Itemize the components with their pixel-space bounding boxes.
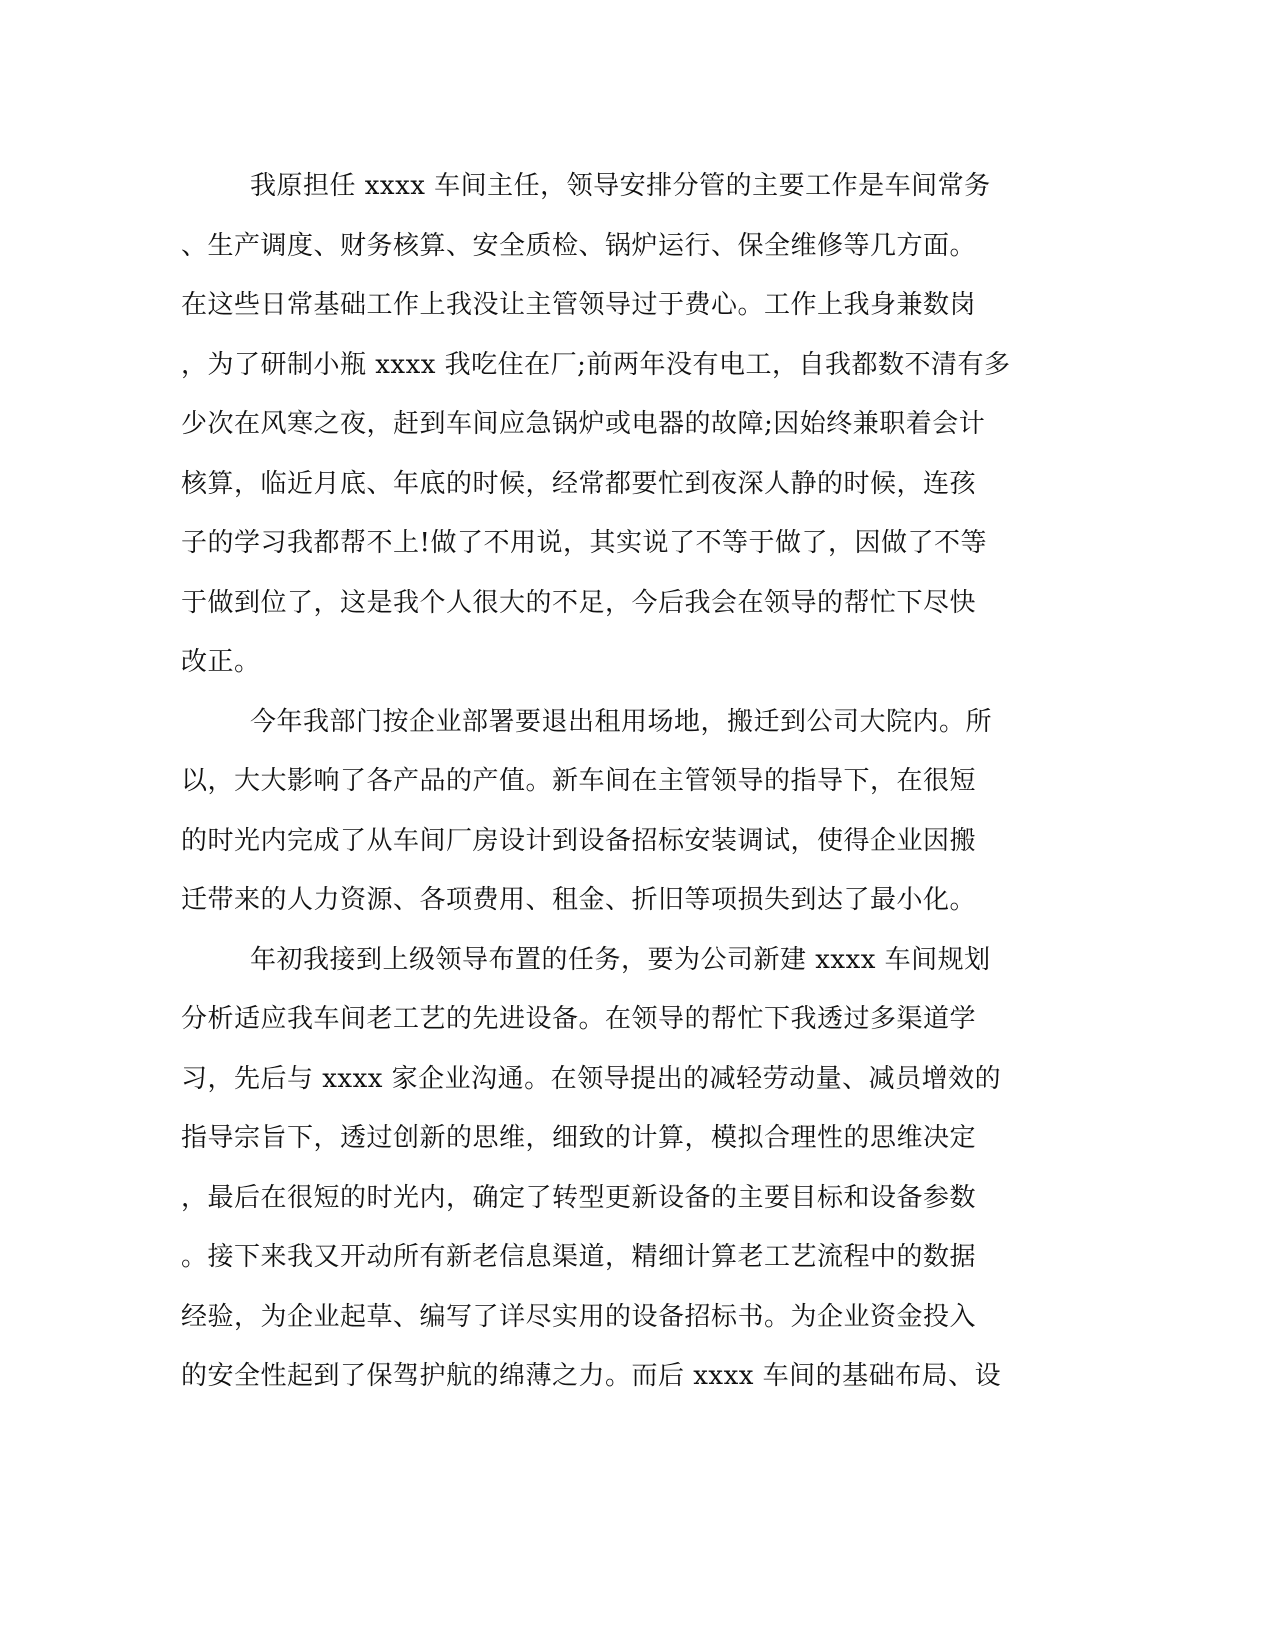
paragraph-3-line-8: 的安全性起到了保驾护航的绵薄之力。而后 xxxx 车间的基础布局、设 <box>181 1361 1002 1391</box>
paragraph-2-line-2: 以，大大影响了各产品的产值。新车间在主管领导的指导下，在很短 <box>181 766 977 796</box>
paragraph-2-line-4: 迁带来的人力资源、各项费用、租金、折旧等项损失到达了最小化。 <box>181 885 977 915</box>
paragraph-1-line-2: 、生产调度、财务核算、安全质检、锅炉运行、保全维修等几方面。 <box>181 230 977 261</box>
paragraph-2-line-1: 今年我部门按企业部署要退出租用场地，搬迁到公司大院内。所 <box>250 706 993 737</box>
paragraph-1-line-6: 核算，临近月底、年底的时候，经常都要忙到夜深人静的时候，连孩 <box>181 468 977 499</box>
paragraph-1-line-4: ，为了研制小瓶 xxxx 我吃住在厂;前两年没有电工，自我都数不清有多 <box>181 349 1011 380</box>
paragraph-1-line-7: 子的学习我都帮不上!做了不用说，其实说了不等于做了，因做了不等 <box>181 528 987 558</box>
paragraph-3-line-3: 习，先后与 xxxx 家企业沟通。在领导提出的减轻劳动量、减员增效的 <box>181 1063 1002 1094</box>
paragraph-3-line-6: 。接下来我又开动所有新老信息渠道，精细计算老工艺流程中的数据 <box>181 1242 977 1272</box>
paragraph-3-line-1: 年初我接到上级领导布置的任务，要为公司新建 xxxx 车间规划 <box>250 944 991 975</box>
paragraph-3-line-7: 经验，为企业起草、编写了详尽实用的设备招标书。为企业资金投入 <box>181 1301 977 1332</box>
paragraph-3-line-2: 分析适应我车间老工艺的先进设备。在领导的帮忙下我透过多渠道学 <box>181 1004 977 1034</box>
paragraph-2-line-3: 的时光内完成了从车间厂房设计到设备招标安装调试，使得企业因搬 <box>181 825 977 856</box>
paragraph-1-line-8: 于做到位了，这是我个人很大的不足，今后我会在领导的帮忙下尽快 <box>181 587 977 618</box>
paragraph-1-line-1: 我原担任 xxxx 车间主任，领导安排分管的主要工作是车间常务 <box>250 171 991 201</box>
document-body <box>181 157 1041 1407</box>
paragraph-3-line-5: ，最后在很短的时光内，确定了转型更新设备的主要目标和设备参数 <box>181 1182 977 1213</box>
paragraph-1-line-9: 改正。 <box>181 647 261 677</box>
paragraph-1-line-5: 少次在风寒之夜，赶到车间应急锅炉或电器的故障;因始终兼职着会计 <box>181 409 986 439</box>
paragraph-3-line-4: 指导宗旨下，透过创新的思维，细致的计算，模拟合理性的思维决定 <box>181 1123 977 1153</box>
paragraph-1-line-3: 在这些日常基础工作上我没让主管领导过于费心。工作上我身兼数岗 <box>181 290 977 320</box>
